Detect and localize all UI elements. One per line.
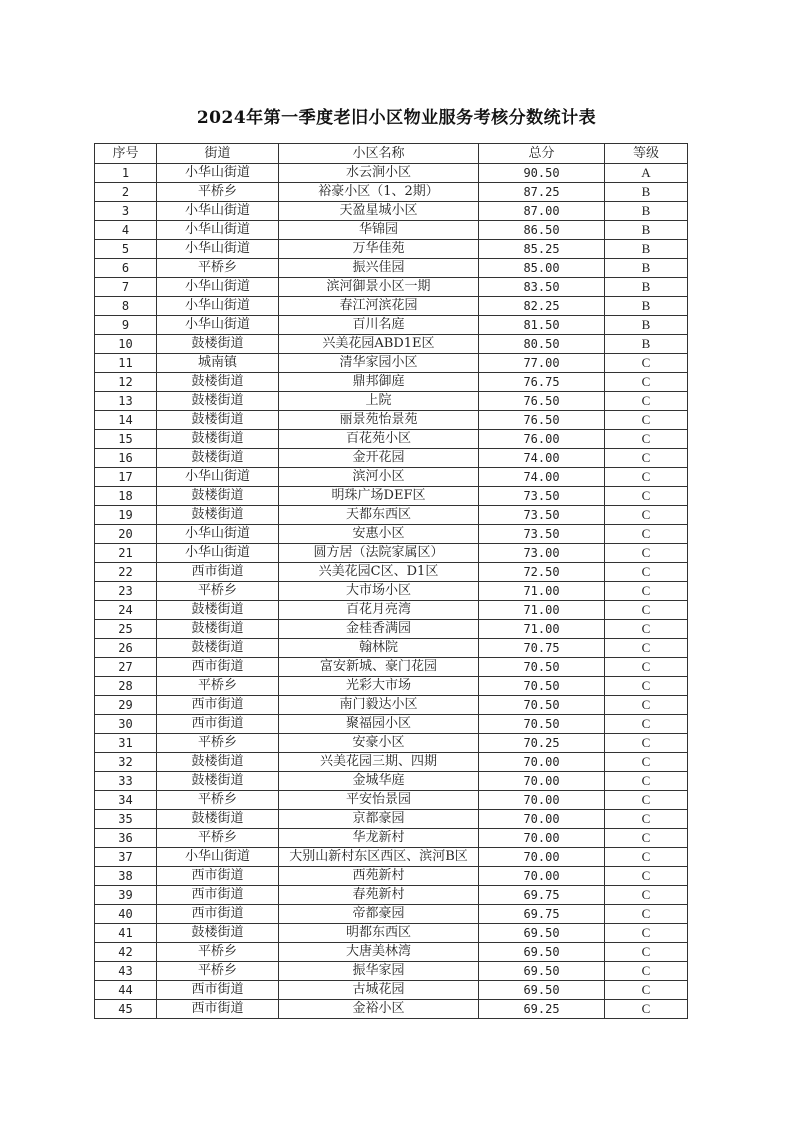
row-street: 鼓楼街道 bbox=[157, 335, 279, 354]
row-community-name: 帝都豪园 bbox=[279, 905, 479, 924]
row-street: 鼓楼街道 bbox=[157, 601, 279, 620]
row-index: 29 bbox=[95, 696, 157, 715]
row-total-score: 71.00 bbox=[479, 601, 605, 620]
row-total-score: 80.50 bbox=[479, 335, 605, 354]
row-grade: C bbox=[605, 715, 688, 734]
table-row bbox=[95, 810, 688, 829]
row-total-score: 70.00 bbox=[479, 772, 605, 791]
table-row bbox=[95, 164, 688, 183]
row-community-name: 春江河滨花园 bbox=[279, 297, 479, 316]
row-index: 12 bbox=[95, 373, 157, 392]
row-grade: A bbox=[605, 164, 688, 183]
row-street: 鼓楼街道 bbox=[157, 373, 279, 392]
row-index: 3 bbox=[95, 202, 157, 221]
table-row bbox=[95, 240, 688, 259]
page-title: 2024年第一季度老旧小区物业服务考核分数统计表 bbox=[196, 108, 597, 128]
table-row bbox=[95, 639, 688, 658]
row-grade: C bbox=[605, 411, 688, 430]
row-street: 平桥乡 bbox=[157, 259, 279, 278]
row-grade: C bbox=[605, 373, 688, 392]
row-index: 45 bbox=[95, 1000, 157, 1019]
row-community-name: 明都东西区 bbox=[279, 924, 479, 943]
table-row bbox=[95, 658, 688, 677]
row-index: 37 bbox=[95, 848, 157, 867]
row-grade: C bbox=[605, 696, 688, 715]
row-community-name: 京都豪园 bbox=[279, 810, 479, 829]
row-community-name: 古城花园 bbox=[279, 981, 479, 1000]
row-street: 鼓楼街道 bbox=[157, 772, 279, 791]
row-grade: B bbox=[605, 335, 688, 354]
table-row bbox=[95, 373, 688, 392]
row-index: 24 bbox=[95, 601, 157, 620]
header-street: 街道 bbox=[157, 144, 279, 164]
row-street: 西市街道 bbox=[157, 867, 279, 886]
row-index: 32 bbox=[95, 753, 157, 772]
row-community-name: 百花月亮湾 bbox=[279, 601, 479, 620]
row-grade: C bbox=[605, 962, 688, 981]
row-grade: B bbox=[605, 202, 688, 221]
row-total-score: 76.50 bbox=[479, 411, 605, 430]
table-row bbox=[95, 696, 688, 715]
row-grade: C bbox=[605, 563, 688, 582]
row-grade: C bbox=[605, 1000, 688, 1019]
row-index: 4 bbox=[95, 221, 157, 240]
row-total-score: 70.00 bbox=[479, 829, 605, 848]
row-street: 平桥乡 bbox=[157, 734, 279, 753]
row-community-name: 万华佳苑 bbox=[279, 240, 479, 259]
row-index: 38 bbox=[95, 867, 157, 886]
header-total-score: 总分 bbox=[479, 144, 605, 164]
row-total-score: 90.50 bbox=[479, 164, 605, 183]
table-row bbox=[95, 943, 688, 962]
row-index: 13 bbox=[95, 392, 157, 411]
row-total-score: 74.00 bbox=[479, 468, 605, 487]
row-index: 34 bbox=[95, 791, 157, 810]
row-street: 鼓楼街道 bbox=[157, 639, 279, 658]
row-community-name: 振华家园 bbox=[279, 962, 479, 981]
row-community-name: 裕豪小区（1、2期） bbox=[279, 183, 479, 202]
row-index: 23 bbox=[95, 582, 157, 601]
row-index: 6 bbox=[95, 259, 157, 278]
row-index: 1 bbox=[95, 164, 157, 183]
row-total-score: 73.50 bbox=[479, 487, 605, 506]
row-street: 西市街道 bbox=[157, 981, 279, 1000]
row-street: 城南镇 bbox=[157, 354, 279, 373]
table-row bbox=[95, 525, 688, 544]
row-total-score: 74.00 bbox=[479, 449, 605, 468]
row-index: 20 bbox=[95, 525, 157, 544]
table-row bbox=[95, 677, 688, 696]
table-row bbox=[95, 734, 688, 753]
table-row bbox=[95, 392, 688, 411]
row-total-score: 71.00 bbox=[479, 582, 605, 601]
table-row bbox=[95, 544, 688, 563]
row-street: 鼓楼街道 bbox=[157, 430, 279, 449]
row-total-score: 87.00 bbox=[479, 202, 605, 221]
row-index: 21 bbox=[95, 544, 157, 563]
row-street: 小华山街道 bbox=[157, 164, 279, 183]
row-community-name: 丽景苑怡景苑 bbox=[279, 411, 479, 430]
row-total-score: 70.00 bbox=[479, 867, 605, 886]
row-grade: C bbox=[605, 905, 688, 924]
row-grade: C bbox=[605, 772, 688, 791]
row-total-score: 86.50 bbox=[479, 221, 605, 240]
row-total-score: 70.50 bbox=[479, 658, 605, 677]
row-grade: C bbox=[605, 658, 688, 677]
row-grade: C bbox=[605, 924, 688, 943]
row-index: 31 bbox=[95, 734, 157, 753]
row-index: 42 bbox=[95, 943, 157, 962]
row-street: 平桥乡 bbox=[157, 791, 279, 810]
row-grade: B bbox=[605, 259, 688, 278]
row-street: 鼓楼街道 bbox=[157, 924, 279, 943]
table-row bbox=[95, 905, 688, 924]
table-row bbox=[95, 867, 688, 886]
row-total-score: 73.50 bbox=[479, 525, 605, 544]
row-community-name: 兴美花园三期、四期 bbox=[279, 753, 479, 772]
table-row bbox=[95, 335, 688, 354]
row-street: 鼓楼街道 bbox=[157, 411, 279, 430]
header-index: 序号 bbox=[95, 144, 157, 164]
row-index: 25 bbox=[95, 620, 157, 639]
row-community-name: 兴美花园ABD1E区 bbox=[279, 335, 479, 354]
row-grade: C bbox=[605, 392, 688, 411]
row-grade: B bbox=[605, 297, 688, 316]
row-community-name: 金桂香满园 bbox=[279, 620, 479, 639]
row-index: 8 bbox=[95, 297, 157, 316]
table-row bbox=[95, 221, 688, 240]
row-street: 西市街道 bbox=[157, 905, 279, 924]
row-index: 44 bbox=[95, 981, 157, 1000]
table-row bbox=[95, 259, 688, 278]
row-total-score: 70.75 bbox=[479, 639, 605, 658]
row-total-score: 83.50 bbox=[479, 278, 605, 297]
table-row bbox=[95, 601, 688, 620]
row-community-name: 华锦园 bbox=[279, 221, 479, 240]
row-community-name: 春苑新村 bbox=[279, 886, 479, 905]
row-street: 西市街道 bbox=[157, 563, 279, 582]
row-community-name: 华龙新村 bbox=[279, 829, 479, 848]
row-grade: C bbox=[605, 525, 688, 544]
row-grade: B bbox=[605, 221, 688, 240]
row-street: 平桥乡 bbox=[157, 183, 279, 202]
table-row bbox=[95, 829, 688, 848]
table-row bbox=[95, 411, 688, 430]
row-index: 14 bbox=[95, 411, 157, 430]
table-row bbox=[95, 183, 688, 202]
row-grade: C bbox=[605, 867, 688, 886]
table-row bbox=[95, 791, 688, 810]
row-grade: B bbox=[605, 316, 688, 335]
row-community-name: 光彩大市场 bbox=[279, 677, 479, 696]
row-street: 小华山街道 bbox=[157, 468, 279, 487]
row-street: 小华山街道 bbox=[157, 525, 279, 544]
table-row bbox=[95, 715, 688, 734]
score-table bbox=[94, 143, 688, 1019]
table-row bbox=[95, 848, 688, 867]
row-community-name: 西苑新村 bbox=[279, 867, 479, 886]
row-index: 16 bbox=[95, 449, 157, 468]
row-total-score: 70.50 bbox=[479, 696, 605, 715]
row-community-name: 大市场小区 bbox=[279, 582, 479, 601]
row-community-name: 安豪小区 bbox=[279, 734, 479, 753]
row-grade: C bbox=[605, 848, 688, 867]
row-index: 9 bbox=[95, 316, 157, 335]
row-community-name: 上院 bbox=[279, 392, 479, 411]
table-row bbox=[95, 981, 688, 1000]
row-total-score: 81.50 bbox=[479, 316, 605, 335]
row-total-score: 69.50 bbox=[479, 962, 605, 981]
row-index: 11 bbox=[95, 354, 157, 373]
table-row bbox=[95, 886, 688, 905]
row-grade: C bbox=[605, 582, 688, 601]
row-street: 西市街道 bbox=[157, 715, 279, 734]
row-total-score: 70.50 bbox=[479, 677, 605, 696]
row-street: 西市街道 bbox=[157, 696, 279, 715]
row-community-name: 富安新城、豪门花园 bbox=[279, 658, 479, 677]
table-row bbox=[95, 563, 688, 582]
table-row bbox=[95, 924, 688, 943]
table-row bbox=[95, 468, 688, 487]
row-grade: C bbox=[605, 430, 688, 449]
row-total-score: 73.50 bbox=[479, 506, 605, 525]
table-row bbox=[95, 316, 688, 335]
row-grade: C bbox=[605, 791, 688, 810]
row-grade: C bbox=[605, 601, 688, 620]
row-community-name: 清华家园小区 bbox=[279, 354, 479, 373]
table-row bbox=[95, 202, 688, 221]
row-total-score: 82.25 bbox=[479, 297, 605, 316]
row-street: 西市街道 bbox=[157, 886, 279, 905]
row-total-score: 70.00 bbox=[479, 791, 605, 810]
row-street: 平桥乡 bbox=[157, 962, 279, 981]
row-community-name: 鼎邦御庭 bbox=[279, 373, 479, 392]
row-index: 17 bbox=[95, 468, 157, 487]
table-row bbox=[95, 430, 688, 449]
row-community-name: 振兴佳园 bbox=[279, 259, 479, 278]
row-total-score: 76.75 bbox=[479, 373, 605, 392]
row-grade: C bbox=[605, 468, 688, 487]
row-index: 28 bbox=[95, 677, 157, 696]
row-grade: C bbox=[605, 544, 688, 563]
row-total-score: 69.50 bbox=[479, 924, 605, 943]
row-street: 平桥乡 bbox=[157, 943, 279, 962]
row-community-name: 天盈星城小区 bbox=[279, 202, 479, 221]
header-grade: 等级 bbox=[605, 144, 688, 164]
row-total-score: 70.00 bbox=[479, 848, 605, 867]
table-row bbox=[95, 620, 688, 639]
table-row bbox=[95, 278, 688, 297]
row-community-name: 安惠小区 bbox=[279, 525, 479, 544]
row-street: 鼓楼街道 bbox=[157, 487, 279, 506]
row-index: 35 bbox=[95, 810, 157, 829]
row-street: 小华山街道 bbox=[157, 297, 279, 316]
row-community-name: 翰林院 bbox=[279, 639, 479, 658]
row-index: 10 bbox=[95, 335, 157, 354]
row-community-name: 南门毅达小区 bbox=[279, 696, 479, 715]
row-index: 19 bbox=[95, 506, 157, 525]
row-community-name: 平安怡景园 bbox=[279, 791, 479, 810]
row-index: 2 bbox=[95, 183, 157, 202]
row-community-name: 金裕小区 bbox=[279, 1000, 479, 1019]
row-total-score: 87.25 bbox=[479, 183, 605, 202]
row-index: 27 bbox=[95, 658, 157, 677]
row-grade: C bbox=[605, 943, 688, 962]
table-row bbox=[95, 1000, 688, 1019]
row-street: 鼓楼街道 bbox=[157, 753, 279, 772]
row-street: 小华山街道 bbox=[157, 221, 279, 240]
table-header-row bbox=[95, 144, 688, 164]
row-street: 小华山街道 bbox=[157, 316, 279, 335]
row-total-score: 71.00 bbox=[479, 620, 605, 639]
row-grade: C bbox=[605, 449, 688, 468]
row-total-score: 70.00 bbox=[479, 810, 605, 829]
row-total-score: 70.50 bbox=[479, 715, 605, 734]
row-index: 40 bbox=[95, 905, 157, 924]
row-index: 30 bbox=[95, 715, 157, 734]
row-index: 41 bbox=[95, 924, 157, 943]
row-index: 33 bbox=[95, 772, 157, 791]
row-total-score: 85.25 bbox=[479, 240, 605, 259]
header-community-name: 小区名称 bbox=[279, 144, 479, 164]
row-total-score: 69.25 bbox=[479, 1000, 605, 1019]
row-total-score: 85.00 bbox=[479, 259, 605, 278]
row-total-score: 69.75 bbox=[479, 905, 605, 924]
table-row bbox=[95, 772, 688, 791]
row-street: 小华山街道 bbox=[157, 240, 279, 259]
table-row bbox=[95, 753, 688, 772]
row-grade: B bbox=[605, 278, 688, 297]
row-street: 鼓楼街道 bbox=[157, 449, 279, 468]
row-grade: C bbox=[605, 981, 688, 1000]
row-index: 7 bbox=[95, 278, 157, 297]
row-community-name: 明珠广场DEF区 bbox=[279, 487, 479, 506]
row-index: 36 bbox=[95, 829, 157, 848]
row-community-name: 滨河御景小区一期 bbox=[279, 278, 479, 297]
row-street: 西市街道 bbox=[157, 658, 279, 677]
row-grade: B bbox=[605, 183, 688, 202]
row-index: 15 bbox=[95, 430, 157, 449]
row-community-name: 大别山新村东区西区、滨河B区 bbox=[279, 848, 479, 867]
row-grade: C bbox=[605, 639, 688, 658]
row-street: 小华山街道 bbox=[157, 278, 279, 297]
row-street: 平桥乡 bbox=[157, 829, 279, 848]
row-street: 小华山街道 bbox=[157, 544, 279, 563]
row-street: 鼓楼街道 bbox=[157, 506, 279, 525]
row-community-name: 滨河小区 bbox=[279, 468, 479, 487]
row-total-score: 69.75 bbox=[479, 886, 605, 905]
row-total-score: 73.00 bbox=[479, 544, 605, 563]
table-row bbox=[95, 449, 688, 468]
table-row bbox=[95, 962, 688, 981]
row-grade: C bbox=[605, 354, 688, 373]
row-community-name: 金城华庭 bbox=[279, 772, 479, 791]
row-index: 26 bbox=[95, 639, 157, 658]
row-community-name: 圆方居（法院家属区） bbox=[279, 544, 479, 563]
row-street: 鼓楼街道 bbox=[157, 810, 279, 829]
row-total-score: 77.00 bbox=[479, 354, 605, 373]
row-street: 鼓楼街道 bbox=[157, 620, 279, 639]
table-row bbox=[95, 582, 688, 601]
row-street: 鼓楼街道 bbox=[157, 392, 279, 411]
row-index: 5 bbox=[95, 240, 157, 259]
row-street: 平桥乡 bbox=[157, 677, 279, 696]
row-total-score: 69.50 bbox=[479, 943, 605, 962]
row-grade: C bbox=[605, 810, 688, 829]
row-community-name: 百川名庭 bbox=[279, 316, 479, 335]
row-community-name: 大唐美林湾 bbox=[279, 943, 479, 962]
row-total-score: 70.00 bbox=[479, 753, 605, 772]
table-row bbox=[95, 487, 688, 506]
row-total-score: 76.50 bbox=[479, 392, 605, 411]
row-index: 43 bbox=[95, 962, 157, 981]
table-row bbox=[95, 506, 688, 525]
row-grade: C bbox=[605, 829, 688, 848]
row-community-name: 兴美花园C区、D1区 bbox=[279, 563, 479, 582]
row-grade: C bbox=[605, 487, 688, 506]
row-total-score: 69.50 bbox=[479, 981, 605, 1000]
row-grade: C bbox=[605, 886, 688, 905]
row-street: 小华山街道 bbox=[157, 848, 279, 867]
row-total-score: 70.25 bbox=[479, 734, 605, 753]
row-grade: C bbox=[605, 677, 688, 696]
row-street: 平桥乡 bbox=[157, 582, 279, 601]
row-grade: C bbox=[605, 753, 688, 772]
row-community-name: 天都东西区 bbox=[279, 506, 479, 525]
row-grade: C bbox=[605, 506, 688, 525]
row-index: 39 bbox=[95, 886, 157, 905]
row-street: 西市街道 bbox=[157, 1000, 279, 1019]
row-community-name: 金开花园 bbox=[279, 449, 479, 468]
row-grade: C bbox=[605, 620, 688, 639]
table-row bbox=[95, 297, 688, 316]
row-community-name: 聚福园小区 bbox=[279, 715, 479, 734]
row-grade: C bbox=[605, 734, 688, 753]
row-community-name: 水云涧小区 bbox=[279, 164, 479, 183]
row-index: 22 bbox=[95, 563, 157, 582]
row-total-score: 72.50 bbox=[479, 563, 605, 582]
row-index: 18 bbox=[95, 487, 157, 506]
row-community-name: 百花苑小区 bbox=[279, 430, 479, 449]
row-total-score: 76.00 bbox=[479, 430, 605, 449]
table-row bbox=[95, 354, 688, 373]
row-grade: B bbox=[605, 240, 688, 259]
row-street: 小华山街道 bbox=[157, 202, 279, 221]
